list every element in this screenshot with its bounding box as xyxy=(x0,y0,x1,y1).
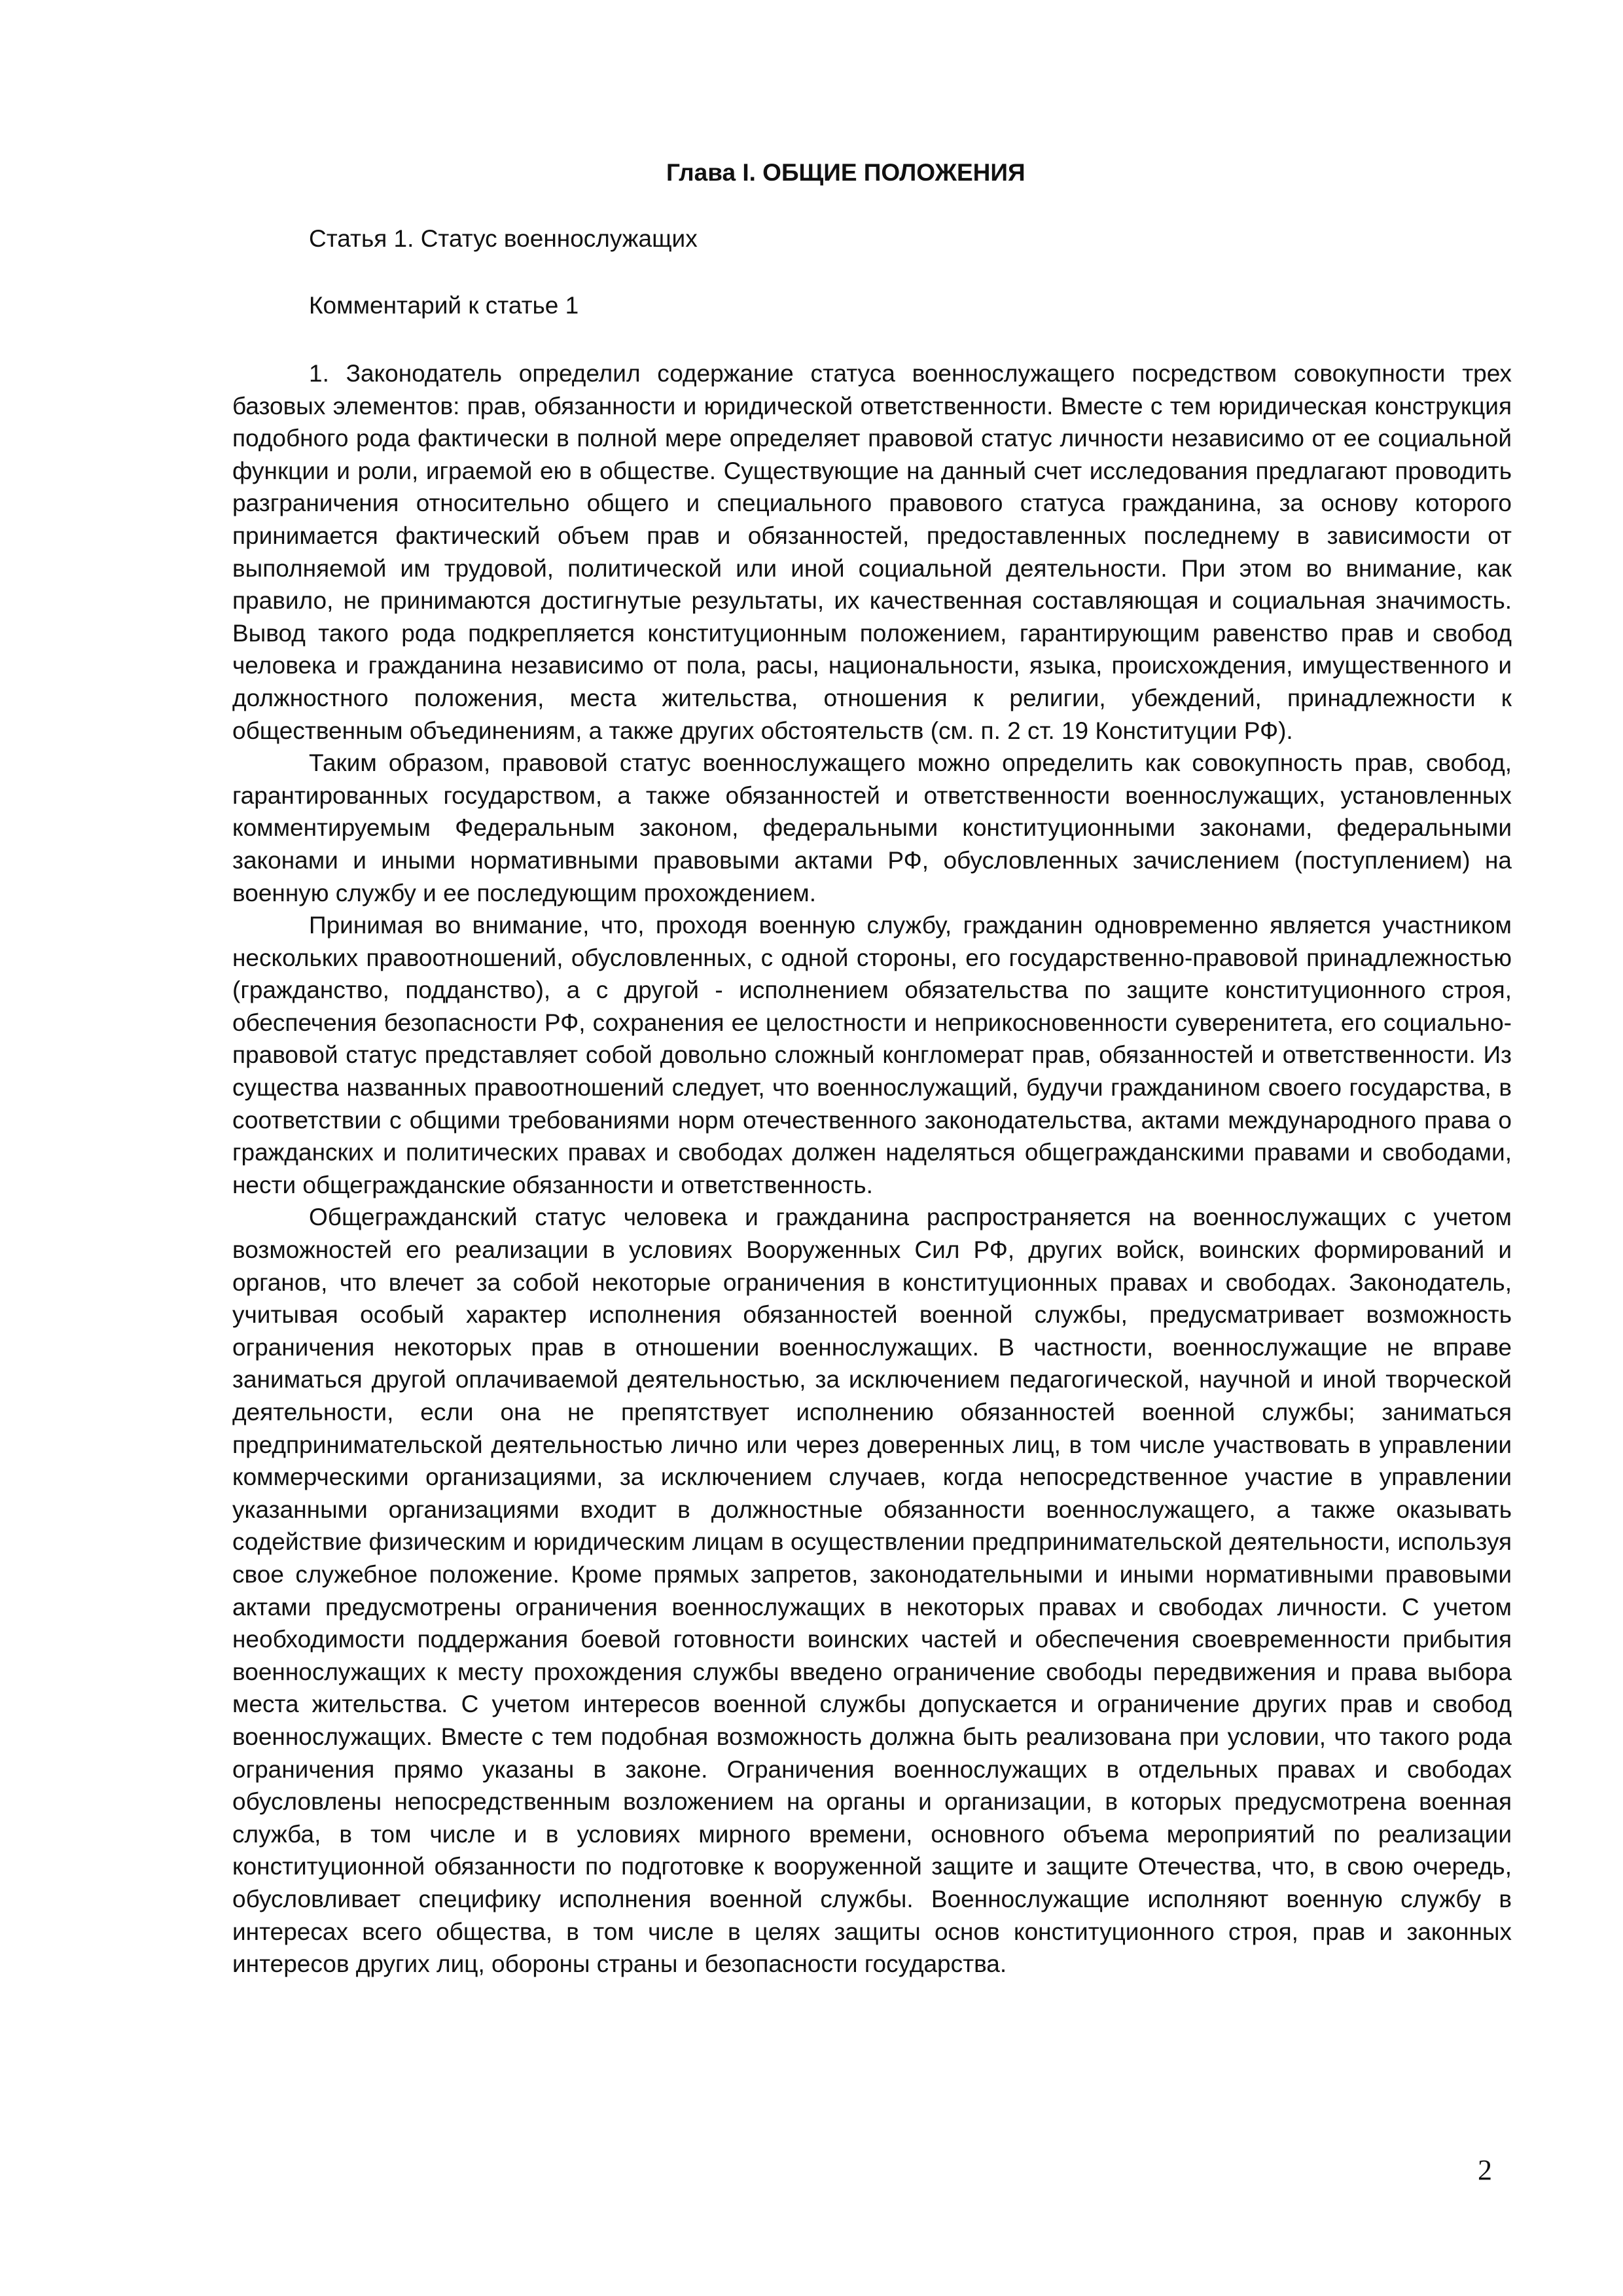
chapter-title: Глава I. ОБЩИЕ ПОЛОЖЕНИЯ xyxy=(666,159,1026,186)
paragraph: Таким образом, правовой статус военнослужащего можно определить как совокупность прав, свобод, гарантированных государством, а также обязанностей и ответственности военнослужащих, установленных комментируемым Федеральным законом, федеральными конституционными законами, федеральными законами и иными нормативными правовыми актами РФ, обусловленных зачислением (поступлением) на военную службу и ее последующим прохождением. xyxy=(232,749,1512,906)
article-title: Статья 1. Статус военнослужащих xyxy=(309,225,698,252)
comment-title: Комментарий к статье 1 xyxy=(309,292,579,319)
paragraph: 1. Законодатель определил содержание статуса военнослужащего посредством совокупности трех базовых элементов: прав, обязанности и юридической ответственности. Вместе с тем юридическая конструкция подобного рода фактически в полной мере определяет правовой статус личности независимо от ее социальной функции и роли, играемой ею в обществе. Существующие на данный счет исследования предлагают проводить разграничения относительно общего и специального правового статуса гражданина, за основу которого принимается фактический объем прав и обязанностей, предоставленных последнему в зависимости от выполняемой им трудовой, политической или иной социальной деятельности. При этом во внимание, как правило, не принимаются достигнутые результаты, их качественная составляющая и социальная значимость. Вывод такого рода подкрепляется конституционным положением, гарантирующим равенство прав и свобод человека и гражданина независимо от пола, расы, национальности, языка, происхождения, имущественного и должностного положения, места жительства, отношения к религии, убеждений, принадлежности к общественным объединениям, а также других обстоятельств (см. п. 2 ст. 19 Конституции РФ). xyxy=(232,360,1512,744)
document-page xyxy=(232,151,1512,1981)
body-text xyxy=(232,357,1512,1981)
paragraph: Принимая во внимание, что, проходя военную службу, гражданин одновременно является участником нескольких правоотношений, обусловленных, с одной стороны, его государственно-правовой принадлежностью (гражданство, подданство), а с другой - исполнением обязательства по защите конституционного строя, обеспечения безопасности РФ, сохранения ее целостности и неприкосновенности суверенитета, его социально-правовой статус представляет собой довольно сложный конгломерат прав, обязанностей и ответственности. Из существа названных правоотношений следует, что военнослужащий, будучи гражданином своего государства, в соответствии с общими требованиями норм отечественного законодательства, актами международного права о гражданских и политических правах и свободах должен наделяться общегражданскими правами и свободами, нести общегражданские обязанности и ответственность. xyxy=(232,912,1512,1198)
paragraph: Общегражданский статус человека и гражданина распространяется на военнослужащих с учетом возможностей его реализации в условиях Вооруженных Сил РФ, других войск, воинских формирований и органов, что влечет за собой некоторые ограничения в конституционных правах и свободах. Законодатель, учитывая особый характер исполнения обязанностей военной службы, предусматривает возможность ограничения некоторых прав в отношении военнослужащих. В частности, военнослужащие не вправе заниматься другой оплачиваемой деятельностью, за исключением педагогической, научной и иной творческой деятельности, если она не препятствует исполнению обязанностей военной службы; заниматься предпринимательской деятельностью лично или через доверенных лиц, в том числе участвовать в управлении коммерческими организациями, за исключением случаев, когда непосредственное участие в управлении указанными организациями входит в должностные обязанности военнослужащего, а также оказывать содействие физическим и юридическим лицам в осуществлении предпринимательской деятельности, используя свое служебное положение. Кроме прямых запретов, законодательными и иными нормативными правовыми актами предусмотрены ограничения военнослужащих в некоторых правах и свободах личности. С учетом необходимости поддержания боевой готовности воинских частей и обеспечения своевременности прибытия военнослужащих к месту прохождения службы введено ограничение свободы передвижения и права выбора места жительства. С учетом интересов военной службы допускается и ограничение других прав и свобод военнослужащих. Вместе с тем подобная возможность должна быть реализована при условии, что такого рода ограничения прямо указаны в законе. Ограничения военнослужащих в отдельных правах и свободах обусловлены непосредственным возложением на органы и организации, в которых предусмотрена военная служба, в том числе и в условиях мирного времени, основного объема мероприятий по реализации конституционной обязанности по подготовке к вооруженной защите и защите Отечества, что, в свою очередь, обусловливает специфику исполнения военной службы. Военнослужащие исполняют военную службу в интересах всего общества, в том числе в целях защиты основ конституционного строя, прав и законных интересов других лиц, обороны страны и безопасности государства. xyxy=(232,1204,1512,1978)
page-number: 2 xyxy=(1478,2154,1492,2186)
